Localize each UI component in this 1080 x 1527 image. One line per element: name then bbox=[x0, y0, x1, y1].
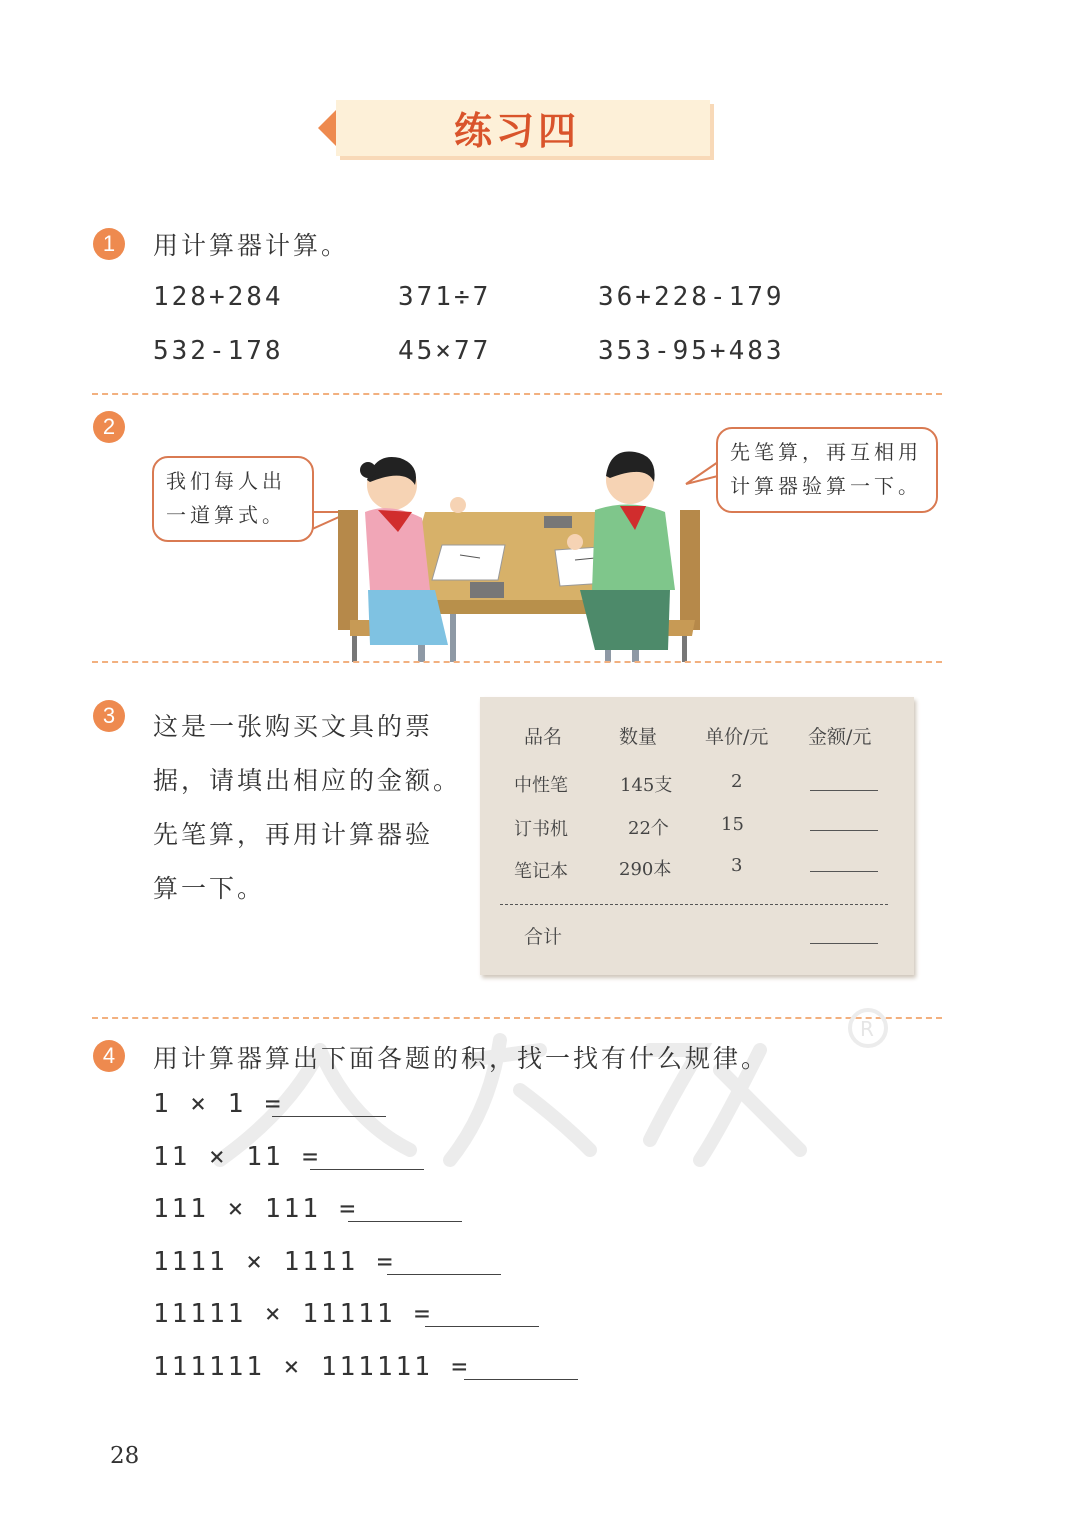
receipt-item-qty: 290本 bbox=[619, 859, 672, 880]
q1-expr: 45×77 bbox=[398, 336, 492, 366]
section-divider bbox=[92, 661, 942, 663]
receipt-table bbox=[480, 697, 914, 975]
q4-answer-blank[interactable] bbox=[425, 1326, 539, 1327]
receipt-item-price: 2 bbox=[731, 771, 743, 792]
question-number-2: 2 bbox=[93, 411, 125, 443]
receipt-item-name: 笔记本 bbox=[514, 861, 568, 882]
q4-answer-blank[interactable] bbox=[464, 1379, 578, 1380]
q4-prompt: 用计算器算出下面各题的积，找一找有什么规律。 bbox=[153, 1044, 770, 1073]
receipt-amount-blank[interactable] bbox=[810, 830, 878, 831]
question-number-3: 3 bbox=[93, 700, 125, 732]
q3-prompt bbox=[153, 700, 461, 916]
receipt-amount-blank[interactable] bbox=[810, 871, 878, 872]
q1-expr: 36+228-179 bbox=[598, 282, 785, 312]
q3-prompt-line: 算一下。 bbox=[153, 874, 266, 903]
page-number: 28 bbox=[110, 1443, 140, 1469]
receipt-dashed-separator bbox=[500, 904, 888, 905]
question-number-4: 4 bbox=[93, 1040, 125, 1072]
receipt-header: 金额/元 bbox=[808, 726, 872, 748]
q1-expr: 128+284 bbox=[153, 282, 284, 312]
bubble-left-line: 我们每人出 bbox=[166, 469, 286, 493]
children-table-illustration bbox=[330, 440, 730, 662]
q4-expr: 111 × 111 = bbox=[153, 1194, 359, 1224]
q4-answer-blank[interactable] bbox=[310, 1169, 424, 1170]
q1-prompt: 用计算器计算。 bbox=[153, 231, 350, 260]
question-number-1: 1 bbox=[93, 228, 125, 260]
q4-answer-blank[interactable] bbox=[348, 1221, 462, 1222]
receipt-header: 数量 bbox=[619, 726, 658, 748]
q4-expr: 1 × 1 = bbox=[153, 1089, 284, 1119]
receipt-item-name: 中性笔 bbox=[514, 775, 568, 796]
receipt-item-name: 订书机 bbox=[514, 819, 568, 840]
q1-expr: 353-95+483 bbox=[598, 336, 785, 366]
receipt-amount-blank[interactable] bbox=[810, 790, 878, 791]
q1-expr: 532-178 bbox=[153, 336, 284, 366]
q4-answer-blank[interactable] bbox=[387, 1274, 501, 1275]
bubble-right-line: 先笔算，再互相用 bbox=[730, 440, 922, 464]
q3-prompt-line: 这是一张购买文具的票 bbox=[153, 712, 434, 741]
q4-answer-blank[interactable] bbox=[272, 1116, 386, 1117]
q3-prompt-line: 先笔算，再用计算器验 bbox=[153, 820, 434, 849]
speech-bubble-left bbox=[152, 456, 314, 542]
receipt-item-price: 15 bbox=[721, 814, 744, 835]
receipt-item-qty: 22个 bbox=[628, 818, 669, 839]
svg-text:R: R bbox=[860, 1017, 874, 1041]
page-title: 练习四 bbox=[453, 108, 580, 153]
receipt-item-price: 3 bbox=[731, 855, 743, 876]
receipt-total-label: 合计 bbox=[524, 926, 563, 948]
speech-bubble-right bbox=[716, 427, 938, 513]
q4-expr: 11 × 11 = bbox=[153, 1142, 321, 1172]
section-divider bbox=[92, 393, 942, 395]
q4-expr: 111111 × 111111 = bbox=[153, 1352, 471, 1382]
receipt-header: 单价/元 bbox=[705, 726, 769, 748]
q3-prompt-line: 据，请填出相应的金额。 bbox=[153, 766, 462, 795]
q1-expr: 371÷7 bbox=[398, 282, 492, 312]
bubble-left-line: 一道算式。 bbox=[166, 503, 286, 527]
receipt-item-qty: 145支 bbox=[620, 775, 673, 796]
receipt-total-blank[interactable] bbox=[810, 943, 878, 944]
q4-expr: 1111 × 1111 = bbox=[153, 1247, 396, 1277]
q4-expr: 11111 × 11111 = bbox=[153, 1299, 433, 1329]
receipt-header: 品名 bbox=[524, 726, 563, 748]
bubble-right-line: 计算器验算一下。 bbox=[730, 474, 922, 498]
